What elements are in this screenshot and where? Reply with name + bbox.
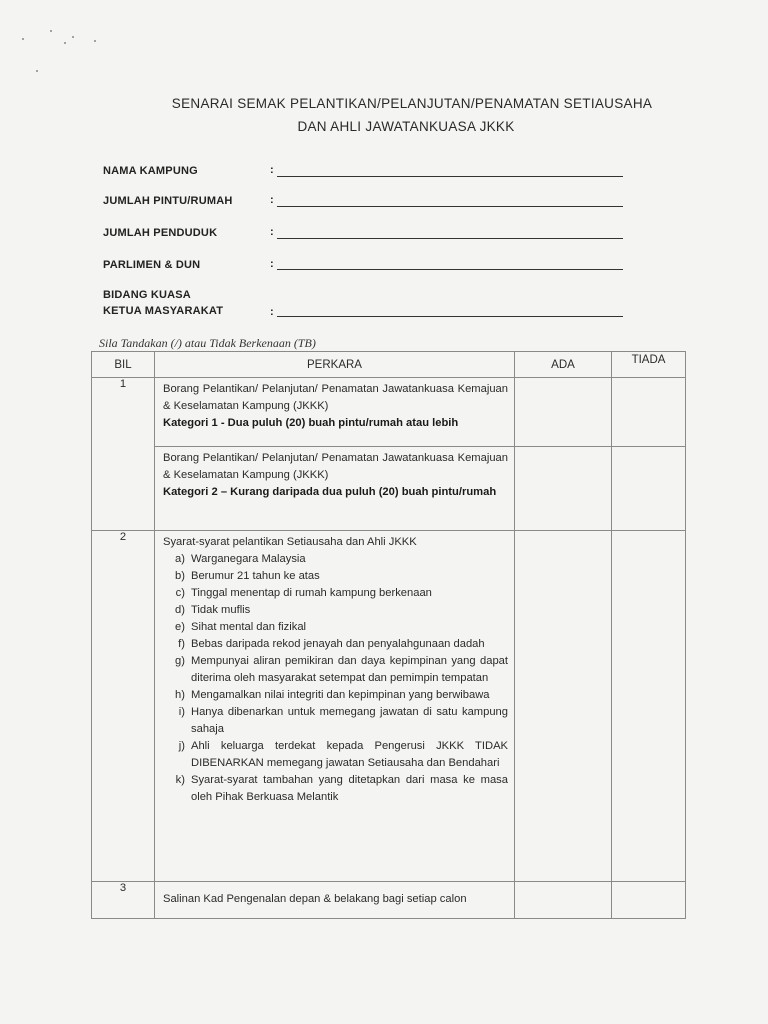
requirement-text: Bebas daripada rekod jenayah dan penyalahgunaan dadah — [191, 638, 485, 650]
row-number: 3 — [92, 882, 155, 919]
field-colon: : — [270, 306, 274, 318]
table-header-row — [92, 352, 686, 378]
field-label-nama-kampung: NAMA KAMPUNG — [103, 165, 198, 177]
instruction-text: Sila Tandakan (/) atau Tidak Berkenaan (TB) — [99, 336, 316, 350]
requirement-item — [163, 551, 508, 568]
table-row — [92, 378, 686, 447]
ada-checkbox-cell[interactable] — [515, 447, 612, 531]
field-colon: : — [270, 164, 274, 176]
requirement-text: Mempunyai aliran pemikiran dan daya kepimpinan yang dapat diterima oleh masyarakat setempat dan pemimpin tempatan — [191, 655, 508, 684]
requirement-item — [163, 687, 508, 704]
requirement-text: Berumur 21 tahun ke atas — [191, 570, 320, 582]
header-bil: BIL — [92, 352, 155, 378]
requirement-letter: g) — [175, 655, 185, 667]
field-label-jumlah-penduduk: JUMLAH PENDUDUK — [103, 227, 218, 239]
requirement-text: Hanya dibenarkan untuk memegang jawatan di satu kampung sahaja — [191, 706, 508, 735]
requirement-letter: a) — [175, 553, 185, 565]
field-input-parlimen-dun[interactable] — [277, 269, 623, 270]
document-title-line1: SENARAI SEMAK PELANTIKAN/PELANJUTAN/PENAMATAN SETIAUSAHA — [171, 96, 653, 111]
field-colon: : — [270, 226, 274, 238]
item-category-2: Kategori 2 – Kurang daripada dua puluh (20) buah pintu/rumah — [163, 486, 497, 498]
requirement-item — [163, 704, 508, 738]
table-row — [92, 882, 686, 919]
requirement-letter: f) — [178, 638, 185, 650]
requirement-letter: b) — [175, 570, 185, 582]
requirement-item — [163, 568, 508, 585]
perkara-cell — [155, 378, 515, 447]
header-tiada: TIADA — [612, 352, 686, 378]
tiada-checkbox-cell[interactable] — [612, 447, 686, 531]
perkara-cell — [155, 531, 515, 882]
requirements-list — [163, 551, 508, 806]
requirement-item — [163, 602, 508, 619]
requirement-letter: h) — [175, 689, 185, 701]
row-number: 1 — [92, 378, 155, 531]
requirement-item — [163, 772, 508, 806]
table-row — [92, 531, 686, 882]
tiada-checkbox-cell[interactable] — [612, 378, 686, 447]
ada-checkbox-cell[interactable] — [515, 882, 612, 919]
item-text: Borang Pelantikan/ Pelanjutan/ Penamatan Jawatankuasa Kemajuan & Keselamatan Kampung (JKKK) — [163, 383, 508, 412]
requirement-item — [163, 738, 508, 772]
field-input-jumlah-pintu-rumah[interactable] — [277, 206, 623, 207]
requirement-letter: i) — [178, 706, 185, 718]
requirement-text: Syarat-syarat tambahan yang ditetapkan dari masa ke masa oleh Pihak Berkuasa Melantik — [191, 774, 508, 803]
field-label-ketua-masyarakat: KETUA MASYARAKAT — [103, 305, 224, 317]
tiada-checkbox-cell[interactable] — [612, 531, 686, 882]
requirement-text: Ahli keluarga terdekat kepada Pengerusi JKKK TIDAK DIBENARKAN memegang jawatan Setiausaha dan Bendahari — [191, 740, 508, 769]
item-text: Salinan Kad Pengenalan depan & belakang bagi setiap calon — [163, 893, 467, 905]
field-colon: : — [270, 194, 274, 206]
document-title-line2: DAN AHLI JAWATANKUASA JKKK — [297, 119, 515, 134]
requirement-text: Mengamalkan nilai integriti dan kepimpinan yang berwibawa — [191, 689, 490, 701]
requirement-letter: c) — [175, 587, 185, 599]
requirement-letter: j) — [178, 740, 185, 752]
requirement-item — [163, 619, 508, 636]
item-category-1: Kategori 1 - Dua puluh (20) buah pintu/rumah atau lebih — [163, 417, 459, 429]
checklist-table — [91, 351, 686, 919]
field-input-jumlah-penduduk[interactable] — [277, 238, 623, 239]
perkara-cell — [155, 882, 515, 919]
requirement-text: Sihat mental dan fizikal — [191, 621, 307, 633]
field-input-nama-kampung[interactable] — [277, 176, 623, 177]
requirements-intro: Syarat-syarat pelantikan Setiausaha dan Ahli JKKK — [163, 536, 417, 548]
field-input-bidang-kuasa[interactable] — [277, 316, 623, 317]
header-ada: ADA — [515, 352, 612, 378]
requirement-letter: d) — [175, 604, 185, 616]
ada-checkbox-cell[interactable] — [515, 531, 612, 882]
requirement-item — [163, 585, 508, 602]
field-colon: : — [270, 258, 274, 270]
requirement-text: Tidak muflis — [191, 604, 251, 616]
field-label-parlimen-dun: PARLIMEN & DUN — [103, 259, 201, 271]
field-label-bidang-kuasa: BIDANG KUASA — [103, 289, 191, 301]
perkara-cell — [155, 447, 515, 531]
requirement-text: Tinggal menentap di rumah kampung berkenaan — [191, 587, 432, 599]
requirement-letter: e) — [175, 621, 185, 633]
row-number: 2 — [92, 531, 155, 882]
requirement-item — [163, 653, 508, 687]
ada-checkbox-cell[interactable] — [515, 378, 612, 447]
scan-specks — [20, 20, 110, 80]
requirement-item — [163, 636, 508, 653]
requirement-text: Warganegara Malaysia — [191, 553, 306, 565]
header-perkara: PERKARA — [155, 352, 515, 378]
requirement-letter: k) — [175, 774, 185, 786]
field-label-jumlah-pintu-rumah: JUMLAH PINTU/RUMAH — [103, 195, 233, 207]
table-row — [92, 447, 686, 531]
tiada-checkbox-cell[interactable] — [612, 882, 686, 919]
item-text: Borang Pelantikan/ Pelanjutan/ Penamatan Jawatankuasa Kemajuan & Keselamatan Kampung (JKKK) — [163, 452, 508, 481]
